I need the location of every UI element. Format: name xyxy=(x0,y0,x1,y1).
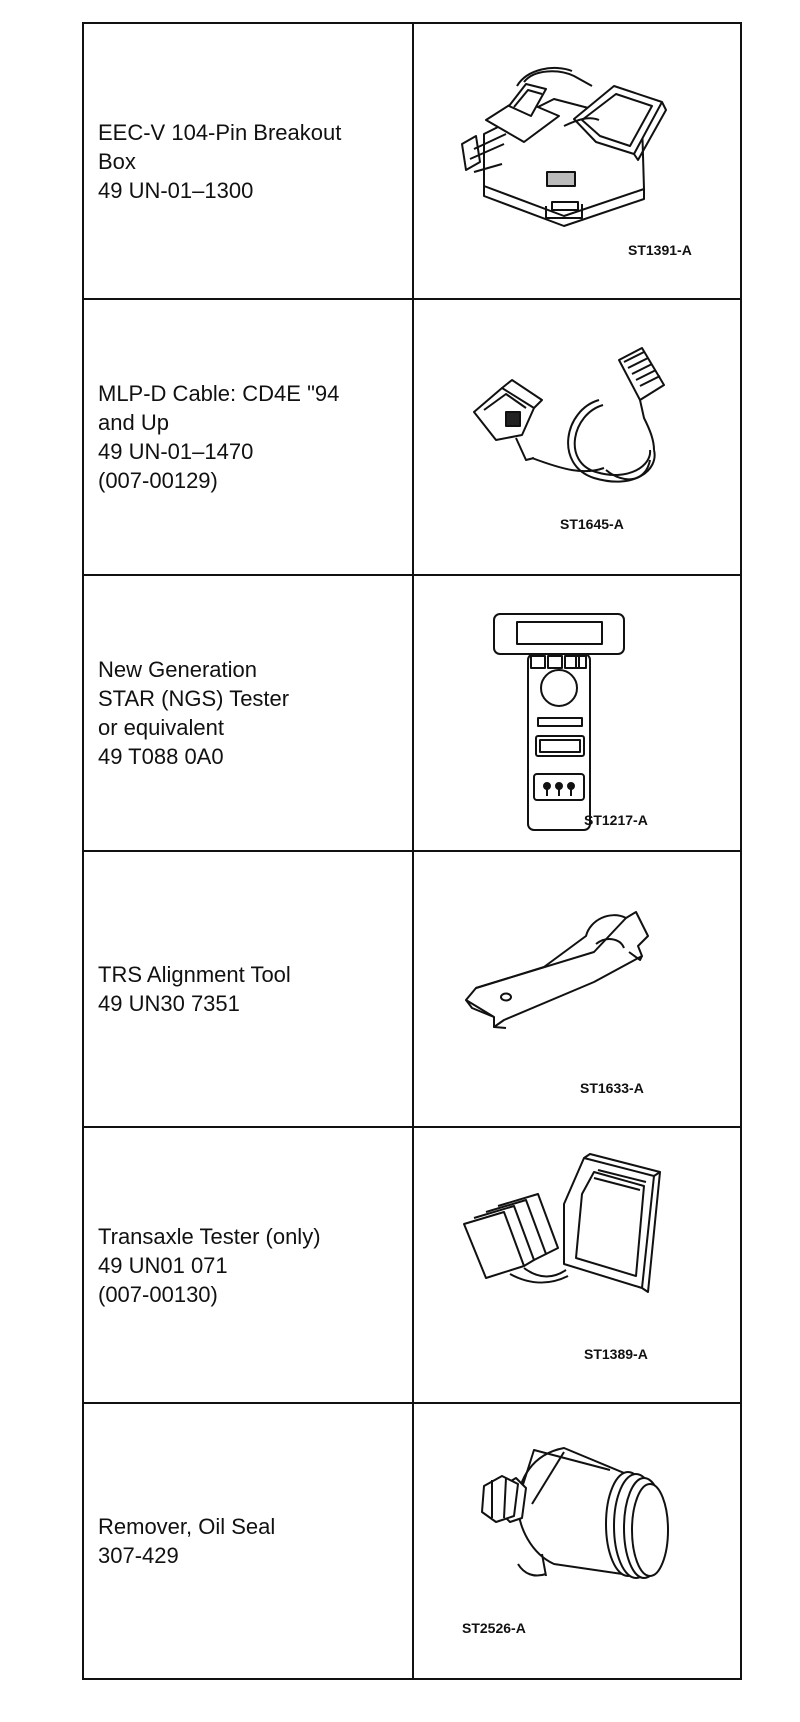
figure-code: ST1633-A xyxy=(580,1080,644,1096)
tool-description-cell xyxy=(83,1403,413,1679)
tool-row xyxy=(83,1127,741,1403)
tool-description xyxy=(84,118,412,205)
oil-seal-remover-icon xyxy=(414,1404,740,1678)
tool-name-line: Remover, Oil Seal xyxy=(98,1514,276,1539)
tool-illustration-cell xyxy=(413,23,741,299)
tool-description xyxy=(84,379,412,495)
tool-illustration-cell xyxy=(413,1127,741,1403)
tool-name-line: Transaxle Tester (only) xyxy=(98,1223,321,1249)
tool-name-line: New Generation xyxy=(98,657,257,682)
figure-code: ST1217-A xyxy=(584,812,648,828)
tool-description xyxy=(84,960,412,1018)
tool-illustration-cell xyxy=(413,851,741,1127)
ngs-tester-icon xyxy=(414,576,740,850)
tool-number: (007-00130) xyxy=(98,1281,218,1307)
tool-illustration-cell xyxy=(413,299,741,575)
tool-number: 307-429 xyxy=(98,1543,179,1568)
tool-number: 49 UN-01–1300 xyxy=(98,177,254,203)
tool-row xyxy=(83,23,741,299)
tool-description-cell xyxy=(83,23,413,299)
figure-code: ST1389-A xyxy=(584,1346,648,1362)
tool-number: 49 UN30 7351 xyxy=(98,991,240,1016)
tool-name-line: TRS Alignment Tool xyxy=(98,962,291,987)
tool-description xyxy=(84,1222,412,1309)
tool-description xyxy=(84,655,412,771)
tool-illustration-cell xyxy=(413,1403,741,1679)
tool-description xyxy=(84,1512,412,1570)
tool-row xyxy=(83,851,741,1127)
tool-name-line: and Up xyxy=(98,410,169,435)
alignment-tool-icon xyxy=(414,852,740,1126)
figure-code: ST2526-A xyxy=(462,1620,526,1636)
tool-number: 49 UN-01–1470 xyxy=(98,439,254,464)
special-tools-table xyxy=(82,22,742,1680)
tool-row xyxy=(83,1403,741,1679)
tool-number: 49 T088 0A0 xyxy=(98,744,224,769)
tool-name-line: EEC-V 104-Pin Breakout xyxy=(98,119,342,145)
tool-number: (007-00129) xyxy=(98,468,218,493)
tool-name-line: STAR (NGS) Tester xyxy=(98,686,290,711)
tool-row xyxy=(83,575,741,851)
tool-name-line: MLP-D Cable: CD4E "94 xyxy=(98,381,340,406)
tool-name-line: Box xyxy=(98,148,136,174)
transaxle-tester-icon xyxy=(414,1128,740,1402)
tool-description-cell xyxy=(83,1127,413,1403)
tool-description-cell xyxy=(83,575,413,851)
cable-icon xyxy=(414,300,740,574)
figure-code: ST1645-A xyxy=(560,516,624,532)
tool-name-line: or equivalent xyxy=(98,715,224,740)
tool-description-cell xyxy=(83,851,413,1127)
tool-number: 49 UN01 071 xyxy=(98,1252,228,1278)
tool-illustration-cell xyxy=(413,575,741,851)
figure-code: ST1391-A xyxy=(628,242,692,258)
tool-description-cell xyxy=(83,299,413,575)
tool-row xyxy=(83,299,741,575)
